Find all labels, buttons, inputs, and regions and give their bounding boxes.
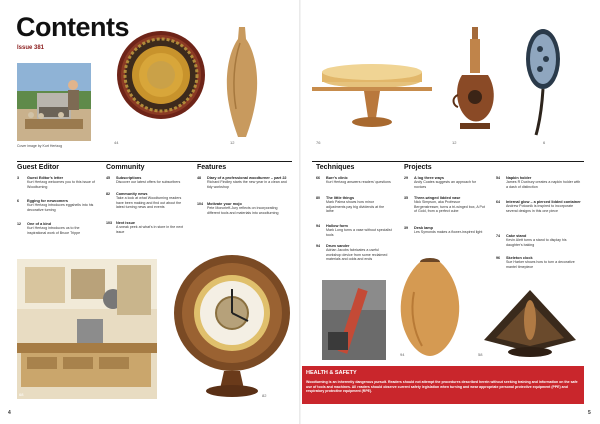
toc-title: Internal glow – a pierced lidded container — [506, 200, 581, 204]
toc-description: Mark Long turns a vase without specialist tools — [326, 228, 392, 237]
toc-description: Kurt Hertzog answers readers' questions — [326, 180, 391, 185]
toc-title: Guest Editor's letter — [27, 176, 64, 180]
cover-photo — [17, 63, 91, 141]
toc-entry — [17, 176, 97, 198]
toc-page-number: 3 — [17, 176, 19, 180]
toc-title: Egging for newcomers — [27, 199, 68, 203]
toc-entry — [106, 176, 190, 190]
toc-entry — [17, 199, 97, 221]
cake-stand-photo — [312, 60, 432, 140]
toc-page-number: 6 — [17, 199, 19, 203]
toc-page-number: 96 — [496, 256, 500, 260]
toc-title: Napkin holder — [506, 176, 532, 180]
toc-page-number: 45 — [106, 176, 110, 180]
toc-description: Pete Moncrieff-Jury reflects on incorporating different tools and materials into woodturning — [207, 206, 279, 215]
toc-description: Kevin Alett turns a stand to display his daughter's baking — [506, 238, 567, 247]
toc-description: Richard Findley starts the new year in a clean and tidy workshop — [207, 180, 287, 189]
right-section-rule — [312, 161, 584, 162]
toc-page-number: 12 — [17, 222, 21, 226]
toc-page-number: 103 — [106, 221, 112, 225]
toc-title: Motivate your mojo — [207, 202, 242, 206]
toc-title: Next issue — [116, 221, 135, 225]
bowl-photo — [112, 25, 210, 135]
toc-description: Adrian Jacobs fabricates a useful workshop device from some reclaimed materials and odds and ends — [326, 248, 388, 262]
toc-page-number: 94 — [316, 224, 320, 228]
toc-description: Kurt Hertzog welcomes you to this issue of Woodturning — [27, 180, 95, 189]
bowl-page-label: 44 — [114, 140, 119, 145]
toc-description: Andy Coates suggests an approach for novices — [414, 180, 477, 189]
toc-entry — [106, 192, 190, 218]
clock-photo — [172, 249, 292, 403]
napkin-holder-page-label: 58 — [478, 352, 483, 357]
toc-description: Discover our latest offers for subscribers — [116, 180, 181, 185]
workshop-photo — [17, 259, 157, 399]
clock-page-label: 82 — [262, 393, 267, 398]
health-safety-title: HEALTH & SAFETY — [306, 370, 357, 376]
toc-description: Sue Harker shows how to turn a decorative mantel timepiece — [506, 260, 575, 269]
toc-description: Kurt Hertzog introduces eggshells into his decorative turning — [27, 203, 94, 212]
toc-title: A log three ways — [414, 176, 445, 180]
vase-photo — [222, 25, 262, 140]
toc-page-number: 82 — [106, 192, 110, 196]
toc-title: Skeleton clock — [506, 256, 533, 260]
toc-entry — [197, 202, 289, 222]
toc-page-number: 64 — [496, 200, 500, 204]
toc-title: Burr's clinic — [326, 176, 348, 180]
toc-title: Subscriptions — [116, 176, 142, 180]
toc-description: Nick Simpson, aka Professor Bergenstresser, turns a tri-winged box, A Pot of Gold, from a perfect cube — [414, 200, 485, 214]
toc-description: A sneak peek at what's in store in the next issue — [116, 225, 184, 234]
toc-page-number: 29 — [404, 176, 408, 180]
spoon-page-label: 6 — [543, 140, 546, 145]
toc-page-number: 94 — [316, 244, 320, 248]
toc-title: Cake stand — [506, 234, 527, 238]
health-safety-box — [302, 366, 584, 404]
section-projects-title: Projects — [404, 164, 432, 171]
toc-entry — [496, 176, 584, 194]
toc-title: The little things — [326, 196, 355, 200]
toc-entry — [496, 256, 584, 274]
toc-page-number: 80 — [316, 196, 320, 200]
toc-title: One of a kind — [27, 222, 52, 226]
toc-entry — [316, 224, 394, 238]
health-safety-text: Woodturning is an inherently dangerous pursuit. Readers should not attempt the procedures described herein without seeking training and information on the safe use of tools and machines. All readers should observe current safety legislation when turning and wear appropriate personal protective equipment (PPE) and respiratory protective equipment (RPE). — [306, 380, 578, 394]
toc-entry — [404, 226, 488, 240]
toc-entry — [316, 176, 394, 190]
toc-title: Desk lamp — [414, 226, 433, 230]
toc-description: Mark Palma shows how minor adjustments pay big dividends at the lathe — [326, 200, 385, 214]
toc-page-number: 39 — [404, 226, 408, 230]
toc-page-number: 104 — [197, 202, 203, 206]
toc-page-number: 74 — [496, 234, 500, 238]
spoon-photo — [518, 25, 568, 140]
toc-title: Community news — [116, 192, 148, 196]
toc-page-number: 54 — [496, 176, 500, 180]
right-page-number: 5 — [588, 410, 591, 416]
toc-description: Les Symonds makes a flower-inspired light — [414, 230, 483, 235]
guitar-page-label: 12 — [452, 140, 457, 145]
page-title: Contents — [16, 12, 129, 42]
toc-description: Take a look at what Woodturning readers have been making and find out about the latest turning news and events — [116, 196, 182, 210]
toc-page-number: 48 — [197, 176, 201, 180]
left-page-number: 4 — [8, 410, 11, 416]
section-features-title: Features — [197, 164, 227, 171]
toc-title: Hollow form — [326, 224, 348, 228]
toc-description: Kurt Hertzog introduces us to the inspirational work of Bruce Trippe — [27, 226, 81, 235]
toc-entry — [496, 200, 584, 224]
cover-caption: Cover image by Kurt Hertzog — [17, 144, 63, 148]
left-section-rule — [17, 161, 292, 162]
guitar-photo — [450, 25, 500, 140]
napkin-holder-photo — [476, 280, 584, 360]
vase-page-label: 12 — [230, 140, 235, 145]
toc-page-number: 66 — [316, 176, 320, 180]
toc-entry — [316, 196, 394, 218]
issue-number: Issue 381 — [17, 45, 45, 51]
cake-stand-page-label: 76 — [316, 140, 321, 145]
toc-entry — [404, 176, 488, 190]
toc-entry — [316, 244, 394, 266]
workshop-page-label: 68 — [19, 392, 24, 397]
section-techniques-title: Techniques — [316, 164, 355, 171]
hollow-vase-page-label: 94 — [400, 352, 405, 357]
drum-sander-photo — [322, 280, 386, 360]
page-gutter — [299, 0, 301, 424]
toc-page-number: 35 — [404, 196, 408, 200]
section-guest-editor-title: Guest Editor — [17, 164, 60, 171]
toc-entry — [404, 196, 488, 222]
toc-entry — [17, 222, 97, 244]
toc-entry — [496, 234, 584, 252]
toc-description: James R Duxbury creates a napkin holder with a dash of distinction — [506, 180, 581, 189]
section-community-title: Community — [106, 164, 145, 171]
toc-entry — [106, 221, 190, 235]
toc-title: Diary of a professional woodturner – part 22 — [207, 176, 287, 180]
hollow-vase-photo — [392, 252, 468, 364]
toc-title: Drum sander — [326, 244, 350, 248]
toc-title: Three-winged lidded vase — [414, 196, 461, 200]
toc-entry — [197, 176, 289, 200]
toc-description: Andrew Potocnik is inspired to incorporate several designs in this one piece — [506, 204, 574, 213]
